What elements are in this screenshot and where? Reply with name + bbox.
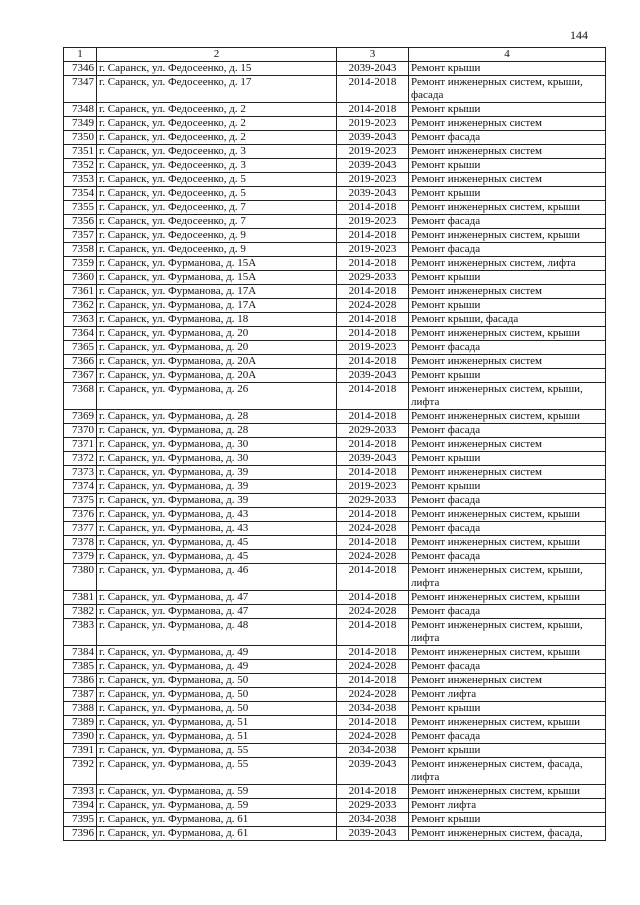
row-period: 2014-2018 [337, 103, 409, 117]
row-address: г. Саранск, ул. Федосеенко, д. 7 [97, 215, 337, 229]
table-row [64, 341, 606, 355]
row-period: 2029-2033 [337, 799, 409, 813]
row-address: г. Саранск, ул. Федосеенко, д. 2 [97, 131, 337, 145]
row-number: 7372 [64, 452, 97, 466]
row-work-type: Ремонт крыши [409, 702, 606, 716]
row-address: г. Саранск, ул. Федосеенко, д. 5 [97, 173, 337, 187]
row-address: г. Саранск, ул. Фурманова, д. 47 [97, 605, 337, 619]
row-period: 2039-2043 [337, 452, 409, 466]
table-row [64, 103, 606, 117]
row-work-type: Ремонт крыши [409, 271, 606, 285]
row-address: г. Саранск, ул. Фурманова, д. 49 [97, 660, 337, 674]
table-row [64, 813, 606, 827]
row-period: 2029-2033 [337, 271, 409, 285]
row-work-type: Ремонт лифта [409, 799, 606, 813]
row-period: 2014-2018 [337, 466, 409, 480]
row-work-type: Ремонт инженерных систем [409, 145, 606, 159]
row-period: 2014-2018 [337, 591, 409, 605]
row-number: 7363 [64, 313, 97, 327]
table-row [64, 730, 606, 744]
row-work-type: Ремонт инженерных систем [409, 173, 606, 187]
row-number: 7362 [64, 299, 97, 313]
row-work-type: Ремонт инженерных систем [409, 355, 606, 369]
row-work-type: Ремонт крыши [409, 744, 606, 758]
row-address: г. Саранск, ул. Фурманова, д. 50 [97, 674, 337, 688]
row-number: 7361 [64, 285, 97, 299]
table-row [64, 494, 606, 508]
row-address: г. Саранск, ул. Фурманова, д. 20 [97, 327, 337, 341]
row-number: 7358 [64, 243, 97, 257]
row-number: 7357 [64, 229, 97, 243]
row-work-type: Ремонт инженерных систем, лифта [409, 257, 606, 271]
row-address: г. Саранск, ул. Фурманова, д. 15А [97, 271, 337, 285]
row-work-type: Ремонт инженерных систем, крыши, лифта [409, 619, 606, 646]
table-row [64, 229, 606, 243]
row-work-type: Ремонт инженерных систем, крыши [409, 201, 606, 215]
table-row [64, 355, 606, 369]
row-number: 7389 [64, 716, 97, 730]
row-number: 7347 [64, 76, 97, 103]
row-period: 2014-2018 [337, 327, 409, 341]
row-period: 2034-2038 [337, 702, 409, 716]
table-row [64, 424, 606, 438]
row-address: г. Саранск, ул. Федосеенко, д. 7 [97, 201, 337, 215]
row-work-type: Ремонт фасада [409, 243, 606, 257]
row-number: 7385 [64, 660, 97, 674]
row-work-type: Ремонт фасада [409, 605, 606, 619]
row-number: 7393 [64, 785, 97, 799]
table-row [64, 619, 606, 646]
row-period: 2024-2028 [337, 299, 409, 313]
row-work-type: Ремонт фасада [409, 660, 606, 674]
row-number: 7355 [64, 201, 97, 215]
row-number: 7378 [64, 536, 97, 550]
row-address: г. Саранск, ул. Фурманова, д. 49 [97, 646, 337, 660]
row-work-type: Ремонт инженерных систем, крыши [409, 229, 606, 243]
row-work-type: Ремонт инженерных систем, крыши [409, 327, 606, 341]
row-address: г. Саранск, ул. Фурманова, д. 28 [97, 410, 337, 424]
row-work-type: Ремонт крыши [409, 159, 606, 173]
table-row [64, 76, 606, 103]
row-work-type: Ремонт крыши [409, 480, 606, 494]
table-row [64, 271, 606, 285]
row-number: 7348 [64, 103, 97, 117]
row-address: г. Саранск, ул. Фурманова, д. 20А [97, 369, 337, 383]
table-row [64, 564, 606, 591]
row-work-type: Ремонт инженерных систем, крыши [409, 591, 606, 605]
row-work-type: Ремонт инженерных систем [409, 117, 606, 131]
table-row [64, 145, 606, 159]
row-period: 2014-2018 [337, 313, 409, 327]
table-row [64, 716, 606, 730]
row-address: г. Саранск, ул. Федосеенко, д. 9 [97, 229, 337, 243]
row-number: 7370 [64, 424, 97, 438]
row-number: 7384 [64, 646, 97, 660]
row-address: г. Саранск, ул. Фурманова, д. 17А [97, 299, 337, 313]
row-period: 2014-2018 [337, 674, 409, 688]
row-address: г. Саранск, ул. Фурманова, д. 45 [97, 550, 337, 564]
table-row [64, 744, 606, 758]
row-number: 7383 [64, 619, 97, 646]
table-row [64, 466, 606, 480]
row-address: г. Саранск, ул. Фурманова, д. 48 [97, 619, 337, 646]
row-period: 2034-2038 [337, 813, 409, 827]
row-period: 2014-2018 [337, 619, 409, 646]
row-work-type: Ремонт инженерных систем, крыши [409, 646, 606, 660]
row-address: г. Саранск, ул. Федосеенко, д. 2 [97, 117, 337, 131]
row-period: 2019-2023 [337, 215, 409, 229]
column-header-work: 4 [409, 48, 606, 62]
row-address: г. Саранск, ул. Фурманова, д. 17А [97, 285, 337, 299]
row-address: г. Саранск, ул. Фурманова, д. 61 [97, 813, 337, 827]
row-number: 7366 [64, 355, 97, 369]
row-work-type: Ремонт крыши, фасада [409, 313, 606, 327]
table-row [64, 327, 606, 341]
row-period: 2014-2018 [337, 257, 409, 271]
row-number: 7373 [64, 466, 97, 480]
row-number: 7381 [64, 591, 97, 605]
row-work-type: Ремонт инженерных систем, крыши, лифта [409, 383, 606, 410]
row-work-type: Ремонт фасада [409, 730, 606, 744]
row-work-type: Ремонт крыши [409, 62, 606, 76]
row-work-type: Ремонт фасада [409, 522, 606, 536]
table-row [64, 674, 606, 688]
row-period: 2034-2038 [337, 744, 409, 758]
row-period: 2014-2018 [337, 229, 409, 243]
row-period: 2019-2023 [337, 117, 409, 131]
row-address: г. Саранск, ул. Фурманова, д. 46 [97, 564, 337, 591]
row-address: г. Саранск, ул. Фурманова, д. 59 [97, 785, 337, 799]
row-period: 2014-2018 [337, 785, 409, 799]
row-address: г. Саранск, ул. Фурманова, д. 50 [97, 688, 337, 702]
table-row [64, 799, 606, 813]
row-work-type: Ремонт фасада [409, 341, 606, 355]
row-address: г. Саранск, ул. Фурманова, д. 47 [97, 591, 337, 605]
row-number: 7387 [64, 688, 97, 702]
table-header-row [64, 48, 606, 62]
row-address: г. Саранск, ул. Фурманова, д. 28 [97, 424, 337, 438]
row-period: 2014-2018 [337, 716, 409, 730]
row-number: 7396 [64, 827, 97, 841]
table-row [64, 550, 606, 564]
table-row [64, 131, 606, 145]
row-number: 7375 [64, 494, 97, 508]
row-address: г. Саранск, ул. Фурманова, д. 39 [97, 480, 337, 494]
row-period: 2039-2043 [337, 62, 409, 76]
row-period: 2014-2018 [337, 646, 409, 660]
row-address: г. Саранск, ул. Фурманова, д. 43 [97, 508, 337, 522]
row-work-type: Ремонт крыши [409, 813, 606, 827]
row-period: 2014-2018 [337, 564, 409, 591]
row-address: г. Саранск, ул. Федосеенко, д. 9 [97, 243, 337, 257]
row-work-type: Ремонт фасада [409, 131, 606, 145]
table-row [64, 827, 606, 841]
row-period: 2019-2023 [337, 243, 409, 257]
row-address: г. Саранск, ул. Фурманова, д. 39 [97, 466, 337, 480]
row-work-type: Ремонт лифта [409, 688, 606, 702]
table-row [64, 702, 606, 716]
row-work-type: Ремонт крыши [409, 103, 606, 117]
row-period: 2039-2043 [337, 131, 409, 145]
row-period: 2039-2043 [337, 758, 409, 785]
row-number: 7392 [64, 758, 97, 785]
row-number: 7349 [64, 117, 97, 131]
row-work-type: Ремонт крыши [409, 369, 606, 383]
table-row [64, 187, 606, 201]
row-address: г. Саранск, ул. Фурманова, д. 18 [97, 313, 337, 327]
column-header-period: 3 [337, 48, 409, 62]
row-work-type: Ремонт инженерных систем, фасада, лифта [409, 758, 606, 785]
row-period: 2029-2033 [337, 494, 409, 508]
table-row [64, 159, 606, 173]
row-work-type: Ремонт инженерных систем, крыши [409, 508, 606, 522]
row-period: 2039-2043 [337, 369, 409, 383]
row-period: 2014-2018 [337, 201, 409, 215]
row-work-type: Ремонт инженерных систем [409, 438, 606, 452]
row-period: 2019-2023 [337, 145, 409, 159]
row-number: 7388 [64, 702, 97, 716]
row-work-type: Ремонт крыши [409, 452, 606, 466]
row-period: 2024-2028 [337, 522, 409, 536]
row-period: 2014-2018 [337, 285, 409, 299]
table-row [64, 522, 606, 536]
row-number: 7354 [64, 187, 97, 201]
row-work-type: Ремонт фасада [409, 550, 606, 564]
row-period: 2014-2018 [337, 508, 409, 522]
row-number: 7382 [64, 605, 97, 619]
row-work-type: Ремонт инженерных систем [409, 285, 606, 299]
table-row [64, 591, 606, 605]
row-period: 2024-2028 [337, 730, 409, 744]
row-address: г. Саранск, ул. Фурманова, д. 51 [97, 730, 337, 744]
row-period: 2014-2018 [337, 355, 409, 369]
table-row [64, 785, 606, 799]
table-row [64, 117, 606, 131]
row-work-type: Ремонт инженерных систем, крыши, фасада [409, 76, 606, 103]
table-row [64, 299, 606, 313]
row-address: г. Саранск, ул. Фурманова, д. 51 [97, 716, 337, 730]
table-row [64, 173, 606, 187]
table-row [64, 201, 606, 215]
row-number: 7391 [64, 744, 97, 758]
row-address: г. Саранск, ул. Фурманова, д. 61 [97, 827, 337, 841]
row-period: 2014-2018 [337, 536, 409, 550]
table-row [64, 62, 606, 76]
row-address: г. Саранск, ул. Фурманова, д. 15А [97, 257, 337, 271]
row-address: г. Саранск, ул. Фурманова, д. 30 [97, 438, 337, 452]
row-address: г. Саранск, ул. Фурманова, д. 55 [97, 758, 337, 785]
row-work-type: Ремонт фасада [409, 215, 606, 229]
row-number: 7368 [64, 383, 97, 410]
row-period: 2024-2028 [337, 660, 409, 674]
row-number: 7374 [64, 480, 97, 494]
row-work-type: Ремонт фасада [409, 424, 606, 438]
row-work-type: Ремонт инженерных систем, крыши [409, 536, 606, 550]
row-address: г. Саранск, ул. Федосеенко, д. 2 [97, 103, 337, 117]
row-number: 7390 [64, 730, 97, 744]
row-address: г. Саранск, ул. Фурманова, д. 45 [97, 536, 337, 550]
row-period: 2039-2043 [337, 159, 409, 173]
row-number: 7395 [64, 813, 97, 827]
table-row [64, 605, 606, 619]
row-number: 7377 [64, 522, 97, 536]
row-work-type: Ремонт крыши [409, 299, 606, 313]
table-row [64, 257, 606, 271]
row-work-type: Ремонт инженерных систем, крыши, лифта [409, 564, 606, 591]
row-number: 7352 [64, 159, 97, 173]
row-number: 7380 [64, 564, 97, 591]
row-address: г. Саранск, ул. Федосеенко, д. 3 [97, 159, 337, 173]
row-number: 7369 [64, 410, 97, 424]
row-number: 7379 [64, 550, 97, 564]
row-number: 7386 [64, 674, 97, 688]
row-number: 7353 [64, 173, 97, 187]
repair-schedule-table [63, 47, 606, 841]
table-row [64, 688, 606, 702]
table-row [64, 410, 606, 424]
row-period: 2019-2023 [337, 173, 409, 187]
row-period: 2019-2023 [337, 341, 409, 355]
row-work-type: Ремонт инженерных систем [409, 674, 606, 688]
row-period: 2039-2043 [337, 187, 409, 201]
table-row [64, 508, 606, 522]
row-period: 2014-2018 [337, 410, 409, 424]
row-address: г. Саранск, ул. Фурманова, д. 43 [97, 522, 337, 536]
table-row [64, 646, 606, 660]
table-row [64, 480, 606, 494]
row-address: г. Саранск, ул. Фурманова, д. 39 [97, 494, 337, 508]
table-row [64, 383, 606, 410]
column-header-number: 1 [64, 48, 97, 62]
row-number: 7351 [64, 145, 97, 159]
row-address: г. Саранск, ул. Федосеенко, д. 15 [97, 62, 337, 76]
row-period: 2029-2033 [337, 424, 409, 438]
table-row [64, 758, 606, 785]
row-work-type: Ремонт инженерных систем, крыши [409, 410, 606, 424]
row-address: г. Саранск, ул. Фурманова, д. 50 [97, 702, 337, 716]
row-number: 7350 [64, 131, 97, 145]
row-number: 7356 [64, 215, 97, 229]
table-row [64, 243, 606, 257]
column-header-address: 2 [97, 48, 337, 62]
row-work-type: Ремонт инженерных систем, крыши [409, 716, 606, 730]
row-number: 7360 [64, 271, 97, 285]
row-number: 7365 [64, 341, 97, 355]
table-row [64, 285, 606, 299]
row-period: 2024-2028 [337, 550, 409, 564]
row-number: 7346 [64, 62, 97, 76]
row-number: 7359 [64, 257, 97, 271]
table-row [64, 660, 606, 674]
row-period: 2019-2023 [337, 480, 409, 494]
table-row [64, 452, 606, 466]
table-row [64, 313, 606, 327]
row-number: 7371 [64, 438, 97, 452]
row-address: г. Саранск, ул. Фурманова, д. 26 [97, 383, 337, 410]
table-row [64, 438, 606, 452]
row-number: 7364 [64, 327, 97, 341]
table-row [64, 536, 606, 550]
row-work-type: Ремонт инженерных систем [409, 466, 606, 480]
row-address: г. Саранск, ул. Фурманова, д. 20 [97, 341, 337, 355]
row-period: 2024-2028 [337, 688, 409, 702]
page-number: 144 [570, 28, 588, 42]
row-number: 7394 [64, 799, 97, 813]
row-address: г. Саранск, ул. Фурманова, д. 20А [97, 355, 337, 369]
row-address: г. Саранск, ул. Федосеенко, д. 5 [97, 187, 337, 201]
row-address: г. Саранск, ул. Федосеенко, д. 3 [97, 145, 337, 159]
row-work-type: Ремонт инженерных систем, крыши [409, 785, 606, 799]
row-address: г. Саранск, ул. Фурманова, д. 55 [97, 744, 337, 758]
row-address: г. Саранск, ул. Фурманова, д. 59 [97, 799, 337, 813]
row-work-type: Ремонт крыши [409, 187, 606, 201]
table-row [64, 369, 606, 383]
row-address: г. Саранск, ул. Фурманова, д. 30 [97, 452, 337, 466]
row-number: 7367 [64, 369, 97, 383]
row-address: г. Саранск, ул. Федосеенко, д. 17 [97, 76, 337, 103]
row-period: 2024-2028 [337, 605, 409, 619]
row-work-type: Ремонт инженерных систем, фасада, [409, 827, 606, 841]
row-period: 2014-2018 [337, 76, 409, 103]
row-number: 7376 [64, 508, 97, 522]
row-period: 2039-2043 [337, 827, 409, 841]
row-work-type: Ремонт фасада [409, 494, 606, 508]
row-period: 2014-2018 [337, 438, 409, 452]
table-row [64, 215, 606, 229]
row-period: 2014-2018 [337, 383, 409, 410]
